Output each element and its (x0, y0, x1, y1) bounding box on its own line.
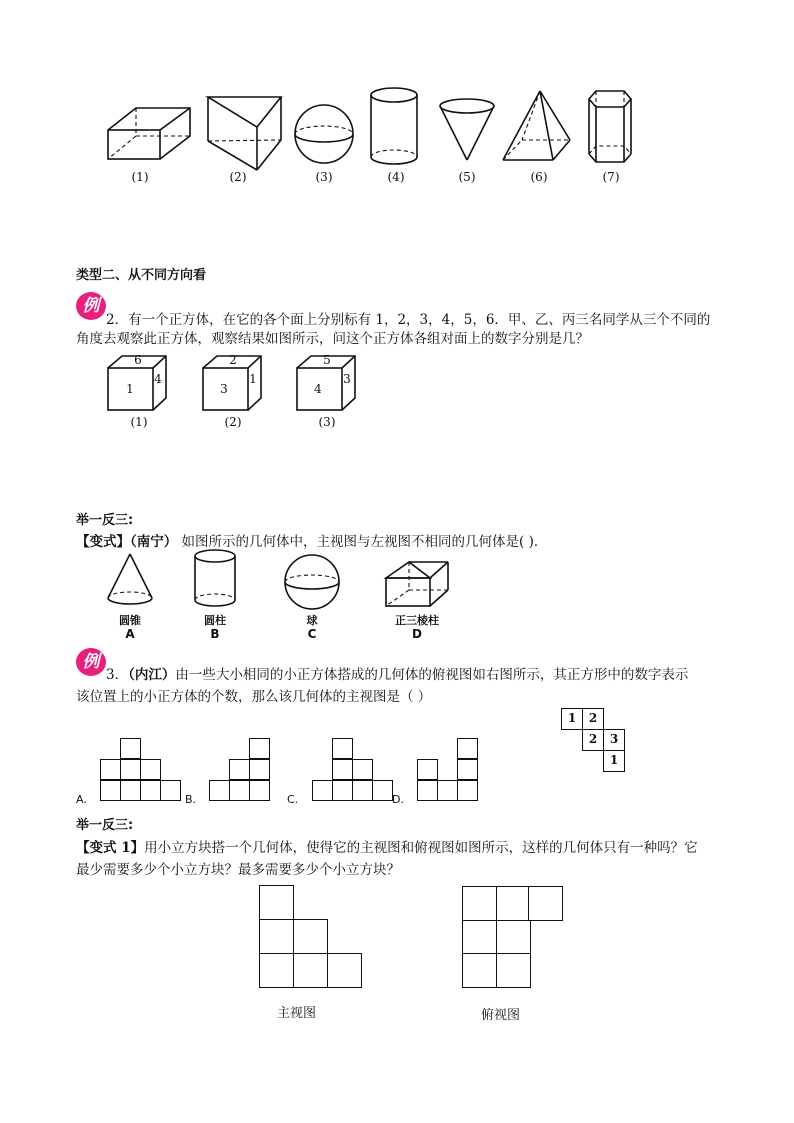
grid-cell (352, 780, 373, 801)
cuboid-icon (105, 103, 195, 163)
grid-cell (140, 780, 161, 801)
grid-cell (496, 920, 531, 955)
grid-cell (259, 919, 294, 954)
grid-cell (352, 759, 373, 780)
variant-source: （南宁） (130, 534, 178, 550)
problem-2-line-1: 2．有一个正方体，在它的各个面上分别标有 1，2，3，4，5，6．甲、乙、丙三名同学从三个不同的 (106, 312, 711, 328)
cube-2-top: 2 (229, 353, 237, 367)
cube-3-label: (3) (318, 415, 336, 429)
grid-cell (120, 738, 141, 759)
option-d-label: D. (392, 793, 404, 806)
grid-cell (229, 780, 250, 801)
grid-cell (437, 780, 458, 801)
grid-cell (462, 886, 497, 921)
grid-cell (140, 759, 161, 780)
example-badge: 例 (76, 648, 106, 676)
variant-question-text: 如图所示的几何体中，主视图与左视图不相同的几何体是( )． (177, 534, 548, 550)
grid-cell (332, 738, 353, 759)
variant-2-text: 用小立方块搭一个几何体，使得它的主视图和俯视图如图所示，这样的几何体只有一种吗？它 (144, 840, 698, 856)
grid-cell (312, 780, 333, 801)
grid-cell (120, 780, 141, 801)
grid-cell (293, 953, 328, 988)
cube-2-front: 3 (220, 382, 228, 396)
option-c-letter: C (307, 627, 317, 641)
grid-cell (327, 953, 362, 988)
option-d-name: 正三棱柱 (395, 614, 439, 627)
example-3-text: 由一些大小相同的小正方体搭成的几何体的俯视图如右图所示，其正方形中的数字表示 (175, 667, 689, 683)
cylinder-icon (368, 85, 420, 167)
option-a-label: A. (76, 793, 87, 806)
grid-cell (249, 759, 270, 780)
grid-cell (496, 953, 531, 988)
top-view-cell: 2 (582, 729, 604, 751)
cube-1-front: 1 (126, 382, 134, 396)
solid-label-6: (6) (530, 170, 548, 184)
grid-cell (209, 780, 230, 801)
grid-cell (372, 780, 393, 801)
variant-2-line-2: 最少需要多少个小立方块？最多需要多少个小立方块？ (76, 862, 400, 878)
cone-icon (437, 96, 497, 164)
grid-cell (100, 759, 121, 780)
grid-cell (462, 920, 497, 955)
practice-heading-2: 举一反三: (76, 818, 134, 833)
example-3-source: （内江） (128, 667, 176, 683)
variant-2-line-1 (76, 837, 698, 859)
solid-label-5: (5) (458, 170, 476, 184)
grid-cell (462, 953, 497, 988)
top-view-cell: 1 (603, 750, 625, 772)
top-view-cell: 2 (582, 708, 604, 730)
front-view-label: 主视图 (277, 1006, 317, 1021)
grid-cell (249, 738, 270, 759)
solid-label-4: (4) (387, 170, 405, 184)
section-title: 类型二、从不同方向看 (76, 268, 207, 283)
option-b-label: B. (185, 793, 197, 806)
problem-2-line-2: 角度去观察此正方体，观察结果如图所示，问这个正方体各组对面上的数字分别是几？ (76, 331, 589, 347)
solid-label-1: (1) (131, 170, 149, 184)
option-a-name: 圆锥 (119, 614, 141, 627)
grid-cell (120, 759, 141, 780)
grid-cell (457, 780, 478, 801)
grid-cell (100, 780, 121, 801)
option-b-name: 圆柱 (204, 614, 226, 627)
pyramid-icon (500, 88, 574, 164)
cube-2-side: 1 (249, 372, 257, 386)
cube-2-label: (2) (224, 415, 242, 429)
grid-cell (417, 759, 438, 780)
cube-3-top: 5 (323, 353, 331, 367)
grid-cell (417, 780, 438, 801)
cube-3-side: 3 (343, 372, 351, 386)
cube-1-top: 6 (134, 353, 142, 367)
triangular-prism-icon (205, 94, 285, 174)
top-view-cell: 1 (561, 708, 583, 730)
variant-1-question (76, 531, 547, 553)
solid-label-3: (3) (315, 170, 333, 184)
grid-cell (457, 759, 478, 780)
grid-cell (259, 953, 294, 988)
grid-cell (528, 886, 563, 921)
example-badge: 例 (76, 292, 106, 320)
grid-cell (332, 780, 353, 801)
sphere-icon (292, 102, 356, 166)
grid-cell (229, 759, 250, 780)
cylinder-icon (192, 548, 238, 610)
cube-1-label: (1) (130, 415, 148, 429)
option-a-letter: A (125, 627, 135, 641)
example-3-number: 3． (106, 667, 129, 683)
cube-1-side: 4 (154, 372, 162, 386)
grid-cell (293, 919, 328, 954)
solid-label-7: (7) (602, 170, 620, 184)
triangular-prism-icon (383, 560, 451, 610)
variant-2-tag: 【变式 1】 (76, 840, 145, 856)
grid-cell (249, 780, 270, 801)
practice-heading-1: 举一反三: (76, 513, 134, 528)
option-b-letter: B (210, 627, 220, 641)
grid-cell (160, 780, 181, 801)
grid-cell (259, 885, 294, 920)
option-c-label: C. (287, 793, 299, 806)
option-c-name: 球 (306, 614, 318, 627)
cone-icon (105, 552, 155, 608)
hexagonal-prism-icon (586, 88, 634, 166)
grid-cell (332, 759, 353, 780)
option-d-letter: D (412, 627, 422, 641)
sphere-icon (282, 552, 342, 612)
grid-cell (457, 738, 478, 759)
variant-tag: 【变式】 (76, 534, 130, 550)
example-3-line-2: 该位置上的小正方体的个数，那么该几何体的主视图是（ ） (76, 689, 432, 705)
top-view-cell: 3 (603, 729, 625, 751)
solid-label-2: (2) (229, 170, 247, 184)
top-view-label: 俯视图 (481, 1008, 521, 1023)
grid-cell (496, 886, 531, 921)
example-3-line-1 (106, 664, 688, 686)
cube-3-front: 4 (314, 382, 322, 396)
